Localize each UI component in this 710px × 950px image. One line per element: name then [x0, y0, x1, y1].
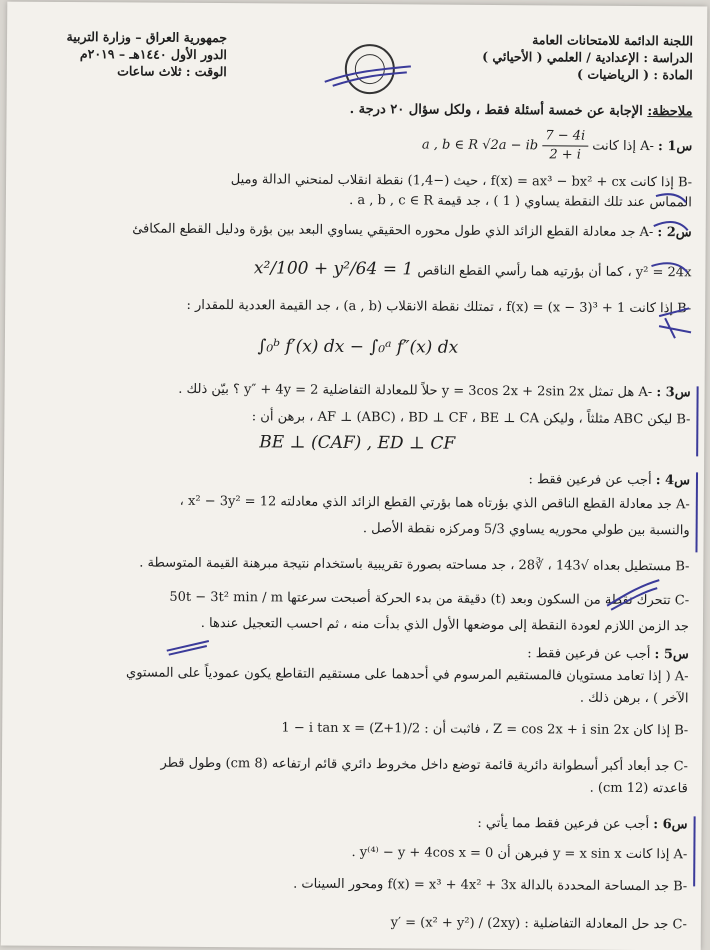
- q2-ellipse-eq: x²/100 + y²/64 = 1: [253, 258, 414, 280]
- q1-number: س1 :: [658, 139, 693, 155]
- q2-number: س2 :: [657, 225, 692, 241]
- q3-number: س3 :: [656, 385, 691, 401]
- exam-sheet: [1, 2, 708, 950]
- q5-intro-text: أجب عن فرعين فقط :: [527, 646, 651, 663]
- q6-a: -A إذا كانت y = x sin x فبرهن أن y⁽⁴⁾ − y + 4cos x = 0 .: [351, 844, 688, 863]
- ministry-line: جمهورية العراق – وزارة التربية: [66, 28, 228, 46]
- margin-line-q4: [695, 472, 698, 552]
- note: [350, 102, 693, 119]
- q4-intro-text: أجب عن فرعين فقط :: [528, 472, 652, 489]
- q2-b: -B إذا كانت f(x) = (x − 3)³ + 1 ، تمتلك نقطة الانقلاب (a , b) ، جد القيمة العددية للمقدار :: [186, 297, 692, 317]
- q4-c: -C تتحرك نقطة من السكون وبعد (t) دقيقة من بدء الحركة أصبحت سرعتها 50t − 3t² min / m: [169, 589, 690, 609]
- q2-a-text2: y² = 24x ، كما أن بؤرتيه هما رأسي القطع الناقص: [417, 263, 692, 281]
- q1-a-text: -A إذا كانت: [592, 138, 654, 155]
- q1-a: [26, 124, 692, 166]
- session-line: الدور الأول ١٤٤٠هـ – ٢٠١٩م: [79, 46, 227, 63]
- pen-marks-margin: [645, 186, 704, 366]
- q6-b: -B جد المساحة المحددة بالدالة f(x) = x³ + 4x² + 3x ومحور السينات .: [293, 876, 688, 895]
- q2-b-integral: [25, 336, 691, 361]
- q2-a-cont: [25, 258, 691, 283]
- q1-a-target: √2a − ib: [482, 137, 539, 154]
- margin-line-q6: [693, 816, 695, 886]
- q5-c-cont: قاعدته (12 cm) .: [589, 780, 688, 797]
- q1-frac-den: 2 + i: [549, 147, 582, 163]
- q1-a-cond: a , b ∈ R: [421, 137, 479, 153]
- pen-scribble-q5: [163, 637, 213, 657]
- q3-a-text: -A هل تمثل y = 3cos 2x + 2sin 2x حلاً للمعادلة التفاضلية y″ + 4y = 2 ؟ بيّن ذلك .: [178, 381, 653, 401]
- q4-a-cont: والنسبة بين طولي محوريه يساوي 5/3 ومركزه نقطة الأصل .: [362, 521, 690, 539]
- q1-frac-num: 7 − 4i: [542, 127, 588, 146]
- q5-number: س5 :: [654, 647, 689, 663]
- committee-line: اللجنة الدائمة للامتحانات العامة: [532, 32, 694, 49]
- q4-number: س4 :: [655, 473, 691, 489]
- q1-b: -B إذا كانت f(x) = ax³ − bx² + cx ، حيث (−1,4) نقطة انقلاب لمنحني الدالة وميل: [230, 172, 693, 191]
- q3-b: -B ليكن ABC مثلثاً ، وليكن AF ⊥ (ABC) ، BD ⊥ CF ، BE ⊥ CA ، برهن أن :: [251, 409, 691, 428]
- q6-intro: [22, 812, 688, 835]
- q4-intro: [24, 468, 690, 491]
- q3-a: [25, 380, 691, 403]
- q6-c: -C جد حل المعادلة التفاضلية : y′ = (x² + y²) / (2xy): [390, 915, 687, 933]
- q5-intro: [23, 642, 689, 665]
- q6-intro-text: أجب عن فرعين فقط مما يأتي :: [477, 815, 650, 833]
- pen-scribble-q4c: [603, 576, 663, 616]
- subject-line: المادة : ( الرياضيات ): [577, 66, 693, 83]
- header-right: [373, 30, 693, 83]
- q2-a: [26, 220, 692, 243]
- q4-a: -A جد معادلة القطع الناقص الذي بؤرتاه هما بؤرتي القطع الزائد الذي معادلته x² − 3y² = 12 ،: [179, 493, 690, 513]
- q4-b: -B مستطيل بعداه √143 ، ∛28 ، جد مساحته بصورة تقريبية باستخدام نتيجة مبرهنة القيمة المتوسطة .: [139, 555, 690, 575]
- q1-b-cont: المماس عند تلك النقطة يساوي ( 1 ) ، جد قيمة a , b , c ∈ R .: [349, 192, 692, 211]
- q2-integral-expr: ∫₀ᵇ f′(x) dx − ∫₀ᵃ f″(x) dx: [257, 336, 459, 358]
- q5-a-cont: الآخر ) ، برهن ذلك .: [579, 690, 689, 707]
- study-line: الدراسة : الإعدادية / العلمي ( الأحيائي ): [482, 48, 693, 66]
- time-line: الوقت : ثلاث ساعات: [117, 63, 227, 80]
- q5-c: -C جد أبعاد أكبر أسطوانة دائرية قائمة توضع داخل مخروط دائري قائم ارتفاعه (8 cm) وطول قطر: [160, 755, 689, 775]
- q5-a: -A ( إذا تعامد مستويان فالمستقيم المرسوم في أحدهما على مستقيم التقاطع يكون عمودياً على المستوي: [125, 665, 689, 685]
- q3-proof-expr: BE ⊥ (CAF) , ED ⊥ CF: [259, 432, 456, 454]
- q2-a-text: -A جد معادلة القطع الزائد الذي طول محوره الحقيقي يساوي البعد بين بؤرة ودليل القطع المكافئ: [132, 221, 654, 241]
- q6-number: س6 :: [653, 817, 688, 833]
- q3-b-proof: [24, 432, 690, 457]
- note-text: الإجابة عن خمسة أسئلة فقط ، ولكل سؤال ٢٠ درجة .: [349, 101, 643, 120]
- header-left: [57, 28, 227, 80]
- q1-fraction: [542, 127, 588, 164]
- q4-c-cont: جد الزمن اللازم لعودة النقطة إلى موضعها الأول الذي بدأت منه ، ثم احسب التعجيل عندها .: [200, 615, 690, 635]
- note-label: ملاحظة:: [647, 104, 693, 120]
- margin-line-q3: [696, 386, 698, 456]
- q5-b: -B إذا كان Z = cos 2x + i sin 2x ، فاثبت أن : 2/(1+Z) = 1 − i tan x: [281, 720, 689, 739]
